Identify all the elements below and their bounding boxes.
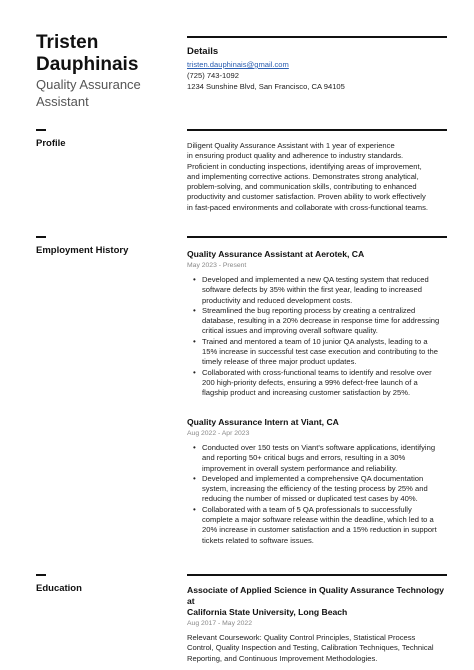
bullet-line: timely release of three major product updates. — [202, 357, 357, 367]
phone-number: (725) 743-1092 — [187, 71, 239, 80]
bullet-line: tickets related to software issues. — [202, 535, 314, 545]
profile-line: Proficient in conducting inspections, identifying areas of improvement, — [187, 161, 422, 171]
bullet-item — [187, 337, 447, 368]
bullet-line: reducing the number of missed or duplicated test cases by 40%. — [202, 494, 418, 504]
bullet-item — [187, 306, 447, 337]
address: 1234 Sunshine Blvd, San Francisco, CA 94105 — [187, 82, 345, 91]
profile-line: Diligent Quality Assurance Assistant with 1 year of experience — [187, 141, 395, 150]
bullet-line: • Collaborated with cross-functional teams to identify and resolve over — [202, 367, 432, 377]
education-heading: Education — [36, 583, 82, 594]
bullet-line: system, increasing the efficiency of the testing process by 25% and — [202, 484, 428, 494]
profile-summary — [187, 141, 447, 213]
job-bullets — [187, 275, 447, 399]
coursework-line: Relevant Coursework: Quality Control Principles, Statistical Process — [187, 633, 416, 642]
bullet-line: 15% increase in successful test case execution and contributing to the — [202, 347, 438, 357]
job-title — [36, 76, 141, 110]
bullet-item — [187, 443, 447, 474]
bullet-line: • Streamlined the bug reporting process by creating a centralized — [202, 305, 416, 315]
bullet-line: • Developed and implemented a comprehensive QA documentation — [202, 473, 424, 483]
job-dates: Aug 2022 - Apr 2023 — [187, 430, 250, 437]
profile-line: in fast-paced environments and collaborate with cross-functional teams. — [187, 202, 429, 212]
bullet-line: • Trained and mentored a team of 10 junior QA analysts, leading to a — [202, 336, 428, 346]
details-rule — [187, 36, 447, 38]
bullet-line: software defects by 35% within the first year, leading to increased — [202, 285, 422, 295]
education-entry — [187, 585, 447, 664]
degree-line: Associate of Applied Science in Quality Assurance Technology at — [187, 585, 445, 606]
bullet-line: complete a major software release within the deadline, which led to a — [202, 515, 434, 525]
coursework-line: Control, Quality Inspection and Testing, Calibration Techniques, Technical — [187, 643, 434, 653]
section-rule — [187, 236, 447, 238]
section-marker — [36, 574, 46, 576]
coursework-line: Reporting, and Continuous Improvement Methodologies. — [187, 653, 378, 663]
bullet-item — [187, 505, 447, 546]
bullet-line: productivity and reduced development costs. — [202, 295, 353, 305]
bullet-item — [187, 275, 447, 306]
section-rule — [187, 129, 447, 131]
bullet-item — [187, 368, 447, 399]
profile-line: in ensuring product quality and adherence to industry standards. — [187, 151, 404, 161]
bullet-line: 20% increase in customer satisfaction and a 15% reduction in support — [202, 525, 437, 535]
profile-line: productivity and customer satisfaction. Proven ability to work effectively — [187, 192, 426, 202]
job-title-heading: Quality Assurance Intern at Viant, CA — [187, 417, 339, 427]
job-dates: May 2023 - Present — [187, 262, 247, 269]
job-bullets — [187, 443, 447, 546]
bullet-line: • Collaborated with a team of 5 QA professionals to successfully — [202, 504, 412, 514]
job-title-line-2: Assistant — [36, 94, 89, 109]
profile-line: problem-solving, and communication skills, contributing to enhanced — [187, 182, 417, 192]
job-entry-aerotek — [187, 249, 447, 399]
section-marker — [36, 129, 46, 131]
profile-heading: Profile — [36, 138, 66, 149]
bullet-line: flagship product and increasing customer satisfaction by 25%. — [202, 388, 411, 398]
job-title-line-1: Quality Assurance — [36, 77, 141, 92]
details-heading: Details — [187, 46, 219, 57]
job-entry-viant — [187, 417, 447, 546]
bullet-line: and reporting 50+ critical bugs and errors, resulting in a 30% — [202, 453, 406, 463]
education-dates: Aug 2017 - May 2022 — [187, 620, 252, 627]
bullet-line: 200 high-priority defects, ensuring a 99% defect-free launch of a — [202, 377, 418, 387]
email-link[interactable]: tristen.dauphinais@gmail.com — [187, 60, 289, 69]
bullet-line: critical issues and improving overall software quality. — [202, 326, 378, 336]
bullet-line: improvement in overall system performance and reliability. — [202, 463, 398, 473]
candidate-name — [36, 32, 138, 76]
job-title-heading: Quality Assurance Assistant at Aerotek, CA — [187, 249, 365, 259]
bullet-line: • Conducted over 150 tests on Viant's software applications, identifying — [202, 443, 436, 452]
profile-line: and implementing corrective actions. Demonstrates strong analytical, — [187, 171, 419, 181]
section-rule — [187, 574, 447, 576]
school-line: California State University, Long Beach — [187, 607, 348, 617]
bullet-item — [187, 474, 447, 505]
last-name: Dauphinais — [36, 54, 139, 75]
section-marker — [36, 236, 46, 238]
bullet-line: database, resulting in a 20% decrease in response time for addressing — [202, 316, 440, 326]
first-name: Tristen — [36, 32, 99, 53]
employment-heading: Employment History — [36, 245, 129, 256]
bullet-line: • Developed and implemented a new QA testing system that reduced — [202, 275, 429, 284]
